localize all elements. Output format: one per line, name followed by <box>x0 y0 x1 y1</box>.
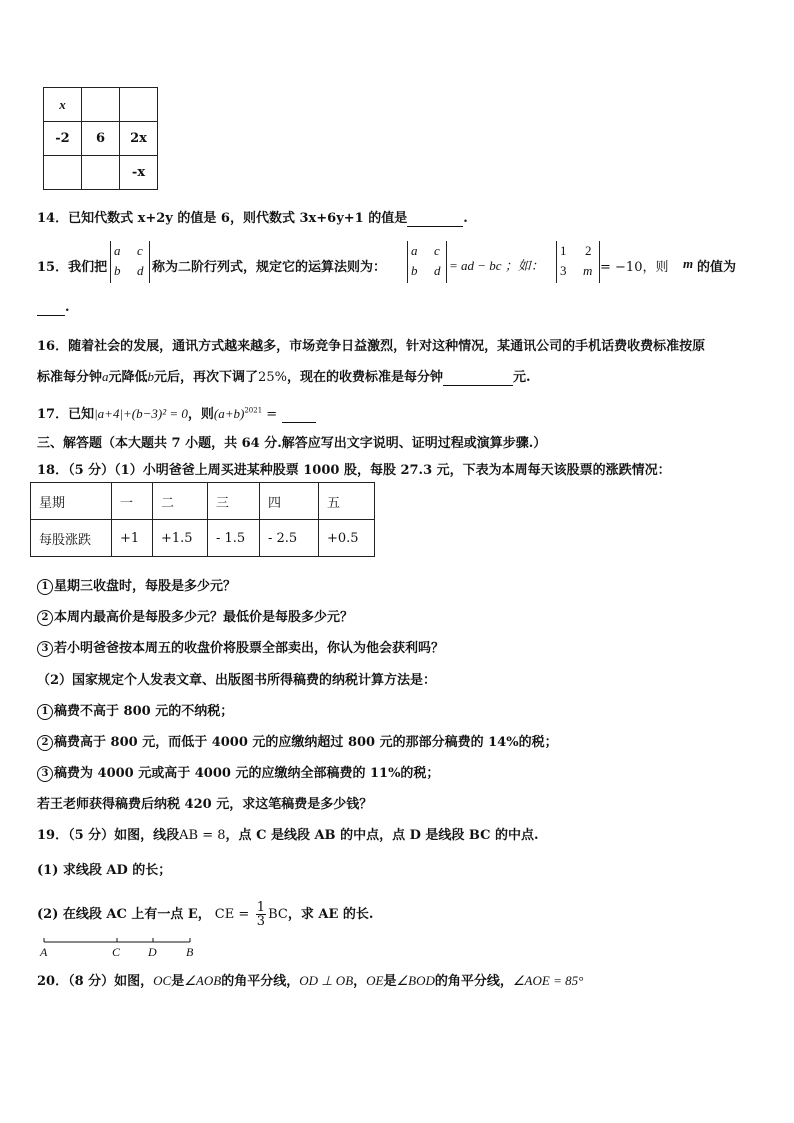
circled-number: 3 <box>37 766 53 782</box>
section-heading: 三、解答题（本大题共 7 小题，共 64 分.解答应写出文字说明、证明过程或演算步骤.） <box>37 436 547 451</box>
q18-part2: （2）国家规定个人发表文章、出版图书所得稿费的纳税计算方法是： <box>37 673 437 688</box>
q18-sub-2 <box>37 606 353 626</box>
point-label-d: D <box>148 945 157 959</box>
answer-blank <box>443 370 513 386</box>
q16-text: ，现在的收费标准是每分钟 <box>286 370 443 385</box>
q19-ab: AB = 8 <box>179 828 226 843</box>
det-entry: d <box>434 263 441 278</box>
question-17 <box>37 403 316 423</box>
determinant-1 <box>110 241 150 283</box>
q16-text: 元降低 <box>108 370 148 385</box>
q16-pct: 25% <box>258 370 287 385</box>
number-grid <box>43 87 158 190</box>
grid-cell: -x <box>120 156 158 190</box>
table-cell: 每股涨跌 <box>31 520 112 557</box>
q15-answer-line <box>37 300 70 316</box>
circled-number: 2 <box>37 735 53 751</box>
q14-end: . <box>463 211 468 226</box>
point-label-a: A <box>40 945 48 959</box>
table-header-cell: 三 <box>208 483 260 520</box>
q14-text: 14．已知代数式 x+2y 的值是 6，则代数式 3x+6y+1 的值是 <box>37 211 408 226</box>
det-entry: c <box>137 243 143 258</box>
grid-cell: 6 <box>82 122 120 156</box>
q20-math: OD ⊥ OB <box>299 973 354 988</box>
table-cell: - 1.5 <box>208 520 260 557</box>
grid-cell <box>82 88 120 122</box>
table-cell: +1.5 <box>153 520 208 557</box>
q20-math: ∠BOD <box>396 973 435 988</box>
grid-cell: x <box>44 88 82 122</box>
q18-rule-text: 稿费高于 800 元，而低于 4000 元的应缴纳超过 800 元的那部分稿费的 14%的税； <box>54 735 558 750</box>
q18-rule-1 <box>37 700 233 720</box>
q15-tail: 的值为 <box>697 260 737 275</box>
table-cell: +1 <box>112 520 153 557</box>
fraction-numerator: 1 <box>256 900 266 915</box>
q15-result: = −10，则 <box>600 260 669 275</box>
grid-cell <box>44 156 82 190</box>
determinant-3 <box>556 241 600 283</box>
q17-eq: = <box>262 407 278 422</box>
q18-last: 若王老师获得稿费后纳税 420 元，求这笔稿费是多少钱？ <box>37 797 373 812</box>
q20-text: 的角平分线， <box>434 974 513 989</box>
q15-prefix: 15．我们把 <box>37 260 108 275</box>
q16-var-b: b <box>147 369 155 384</box>
q18-intro: 18．（5 分）（1）小明爸爸上周买进某种股票 1000 股，每股 27.3 元，下表为本周每天该股票的涨跌情况： <box>37 463 671 478</box>
q18-rule-text: 稿费不高于 800 元的不纳税； <box>54 704 234 719</box>
circled-number: 1 <box>37 704 53 720</box>
q17-mid: ，则 <box>187 407 214 422</box>
q19-text: ，求 AE 的长. <box>287 907 374 922</box>
det-entry: b <box>114 263 121 278</box>
question-19 <box>37 824 539 843</box>
table-header-cell: 星期 <box>31 483 112 520</box>
q16-line2 <box>37 366 531 386</box>
q16-var-a: a <box>102 369 109 384</box>
q18-sub-text: 本周内最高价是每股多少元？最低价是每股多少元？ <box>54 610 354 625</box>
point-label-b: B <box>186 945 194 959</box>
fraction <box>256 901 266 928</box>
circled-number: 1 <box>37 579 53 595</box>
q15-mid: 称为二阶行列式，规定它的运算法则为： <box>152 260 387 275</box>
q20-text: 20．（8 分）如图， <box>37 974 154 989</box>
det-entry: b <box>411 263 418 278</box>
circled-number: 2 <box>37 610 53 626</box>
q15-var: m <box>683 256 694 271</box>
answer-blank <box>407 211 463 227</box>
q20-math: OC <box>153 973 172 988</box>
det-entry: a <box>114 243 121 258</box>
q20-text: 的角平分线， <box>221 974 300 989</box>
det-entry: m <box>583 263 593 278</box>
grid-cell <box>120 88 158 122</box>
q19-text: (2) 在线段 AC 上有一点 E， <box>37 907 211 922</box>
q16-text: 元后，再次下调了 <box>154 370 259 385</box>
grid-cell <box>82 156 120 190</box>
fraction-denominator: 3 <box>256 914 266 929</box>
q18-sub-3 <box>37 637 444 657</box>
q18-rule-text: 稿费为 4000 元或高于 4000 元的应缴纳全部稿费的 11%的税； <box>54 766 440 781</box>
det-entry: 2 <box>585 243 592 258</box>
q16-text: 标准每分钟 <box>37 370 103 385</box>
q20-math: ∠AOB <box>184 973 222 988</box>
det-entry: 1 <box>560 243 567 258</box>
q19-ce: CE = <box>214 907 250 922</box>
q20-text: 是 <box>383 974 397 989</box>
q17-prefix: 17．已知 <box>37 407 95 422</box>
q20-math: OE <box>366 973 384 988</box>
q17-exponent: 2021 <box>244 406 263 415</box>
table-cell: +0.5 <box>319 520 375 557</box>
table-header-cell: 二 <box>153 483 208 520</box>
question-20 <box>37 970 583 989</box>
table-header-cell: 五 <box>319 483 375 520</box>
segment-diagram <box>38 936 208 962</box>
q18-sub-1 <box>37 575 236 595</box>
q20-text: ， <box>353 974 367 989</box>
point-label-c: C <box>112 945 121 959</box>
q19-part2 <box>37 901 373 928</box>
question-14 <box>37 207 468 227</box>
q19-part1: (1) 求线段 AD 的长； <box>37 863 172 878</box>
determinant-2 <box>407 241 447 283</box>
q20-text: 是 <box>171 974 185 989</box>
stock-table <box>30 482 375 557</box>
det-entry: 3 <box>560 263 567 278</box>
grid-cell: -2 <box>44 122 82 156</box>
q19-bc: BC <box>268 907 288 922</box>
q18-sub-text: 若小明爸爸按本周五的收盘价将股票全部卖出，你认为他会获利吗？ <box>54 641 445 656</box>
q19-text: 19．（5 分）如图，线段 <box>37 828 180 843</box>
answer-blank <box>37 300 65 316</box>
answer-blank <box>282 407 316 423</box>
table-cell: - 2.5 <box>260 520 319 557</box>
table-row <box>31 483 375 520</box>
q20-math: ∠AOE = 85° <box>512 973 584 988</box>
grid-cell: 2x <box>120 122 158 156</box>
q19-text: ，点 C 是线段 AB 的中点，点 D 是线段 BC 的中点. <box>225 828 539 843</box>
q17-expr2: (a+b) <box>213 406 245 421</box>
circled-number: 3 <box>37 641 53 657</box>
det-entry: c <box>434 243 440 258</box>
q15-rule: = ad − bc ；如： <box>449 258 544 273</box>
q18-rule-2 <box>37 731 558 751</box>
q18-sub-text: 星期三收盘时，每股是多少元？ <box>54 579 237 594</box>
q17-expr: |a+4|+(b−3)² = 0 <box>94 406 188 421</box>
table-row <box>31 520 375 557</box>
det-entry: d <box>137 263 144 278</box>
q16-end: 元. <box>512 370 531 385</box>
q15-end: . <box>65 300 70 315</box>
det-entry: a <box>411 243 418 258</box>
q18-rule-3 <box>37 762 439 782</box>
table-header-cell: 四 <box>260 483 319 520</box>
table-header-cell: 一 <box>112 483 153 520</box>
q16-line1: 16．随着社会的发展，通讯方式越来越多，市场竞争日益激烈，针对这种情况，某通讯公司的手机话费收费标准按原 <box>37 339 706 354</box>
